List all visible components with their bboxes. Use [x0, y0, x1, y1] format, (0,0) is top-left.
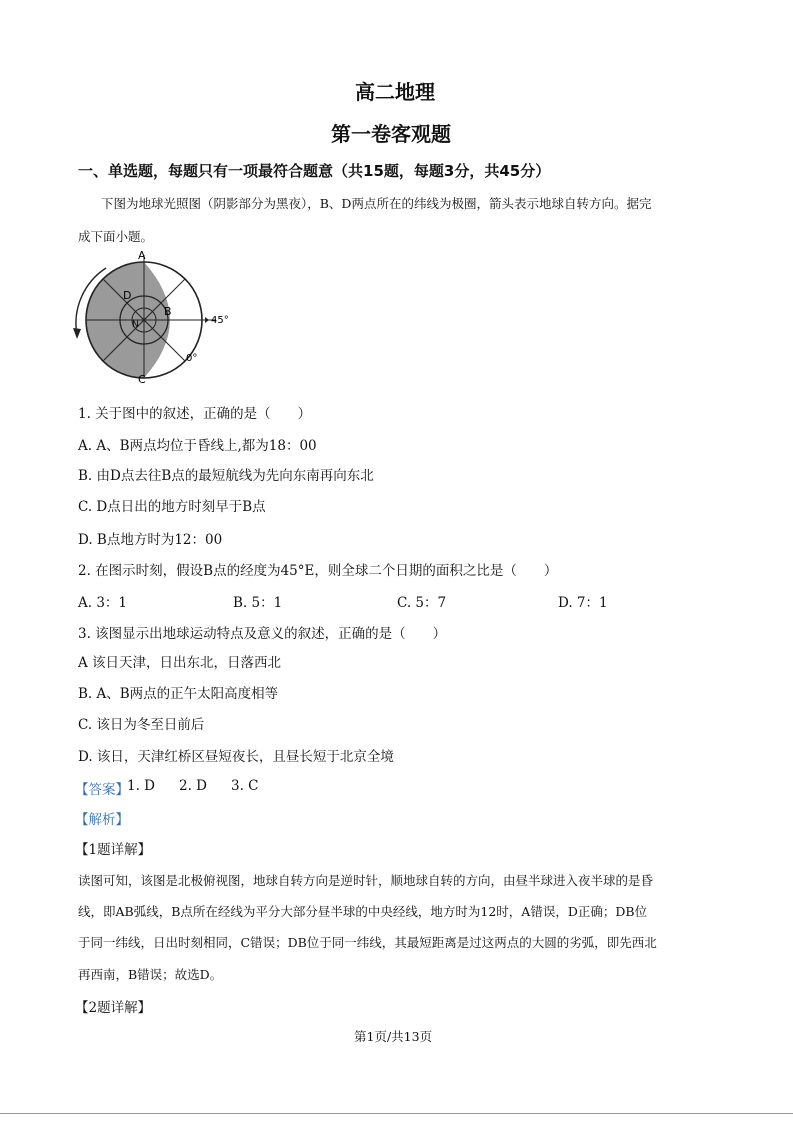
q3-option-d: D. 该日，天津红桥区昼短夜长，且昼长短于北京全境 — [78, 749, 394, 765]
earth-illumination-figure — [66, 249, 231, 385]
label-d: D — [123, 289, 132, 302]
q1-option-d: D. B点地方时为12：00 — [78, 532, 223, 548]
label-n: N — [132, 320, 139, 330]
detail1-label: 【1题详解】 — [75, 842, 152, 858]
bottom-rule — [0, 1113, 793, 1114]
q3-stem: 3. 该图显示出地球运动特点及意义的叙述，正确的是（ ） — [78, 626, 447, 642]
doc-subtitle: 第一卷客观题 — [331, 122, 451, 146]
intro-line-1: 下图为地球光照图（阴影部分为黑夜），B、D两点所在的纬线为极圈，箭头表示地球自转方向。据完 — [101, 196, 652, 211]
page-footer: 第1页/共13页 — [354, 1029, 433, 1044]
label-0: 0° — [186, 353, 198, 364]
doc-title: 高二地理 — [355, 80, 435, 104]
detail2-label: 【2题详解】 — [75, 1000, 152, 1016]
analysis-label: 【解析】 — [75, 812, 129, 828]
q1-option-b: B. 由D点去往B点的最短航线为先向东南再向东北 — [78, 468, 374, 484]
label-b: B — [164, 305, 172, 318]
label-a: A — [138, 249, 146, 262]
answer-3: 3. C — [231, 778, 259, 794]
detail1-line-1: 读图可知，该图是北极俯视图，地球自转方向是逆时针，顺地球自转的方向，由昼半球进入夜半球的是昏 — [78, 873, 654, 888]
answer-2: 2. D — [179, 778, 207, 794]
label-45: 45° — [211, 315, 229, 326]
q1-stem: 1. 关于图中的叙述，正确的是（ ） — [78, 406, 312, 422]
label-c: C — [138, 373, 146, 385]
q2-option-b: B. 5：1 — [233, 595, 283, 611]
q2-option-d: D. 7：1 — [558, 595, 608, 611]
detail1-line-2: 线，即AB弧线，B点所在经线为平分大部分昼半球的中央经线，地方时为12时，A错误，D正确；DB位 — [78, 904, 648, 919]
q3-option-c: C. 该日为冬至日前后 — [78, 717, 205, 733]
longitude-arrow — [205, 317, 209, 323]
q3-option-b: B. A、B两点的正午太阳高度相等 — [78, 686, 279, 702]
intro-line-2: 成下面小题。 — [78, 229, 154, 244]
detail1-line-3: 于同一纬线，日出时刻相同，C错误；DB位于同一纬线，其最短距离是过这两点的大圆的劣弧，即先西北 — [78, 935, 657, 950]
q2-stem: 2. 在图示时刻，假设B点的经度为45°E，则全球二个日期的面积之比是（ ） — [78, 563, 558, 579]
detail1-line-4: 再西南，B错误；故选D。 — [78, 967, 223, 982]
q2-option-a: A. 3：1 — [78, 595, 128, 611]
q2-option-c: C. 5：7 — [397, 595, 447, 611]
section-heading: 一、单选题，每题只有一项最符合题意（共15题，每题3分，共45分） — [78, 162, 551, 180]
rotation-arrowhead — [73, 328, 81, 339]
q1-option-c: C. D点日出的地方时刻早于B点 — [78, 499, 266, 515]
answer-1: 1. D — [127, 778, 155, 794]
q1-option-a: A. A、B两点均位于昏线上,都为18：00 — [78, 438, 317, 454]
q3-option-a: A 该日天津，日出东北，日落西北 — [78, 655, 282, 671]
answer-label: 【答案】 — [75, 782, 129, 798]
